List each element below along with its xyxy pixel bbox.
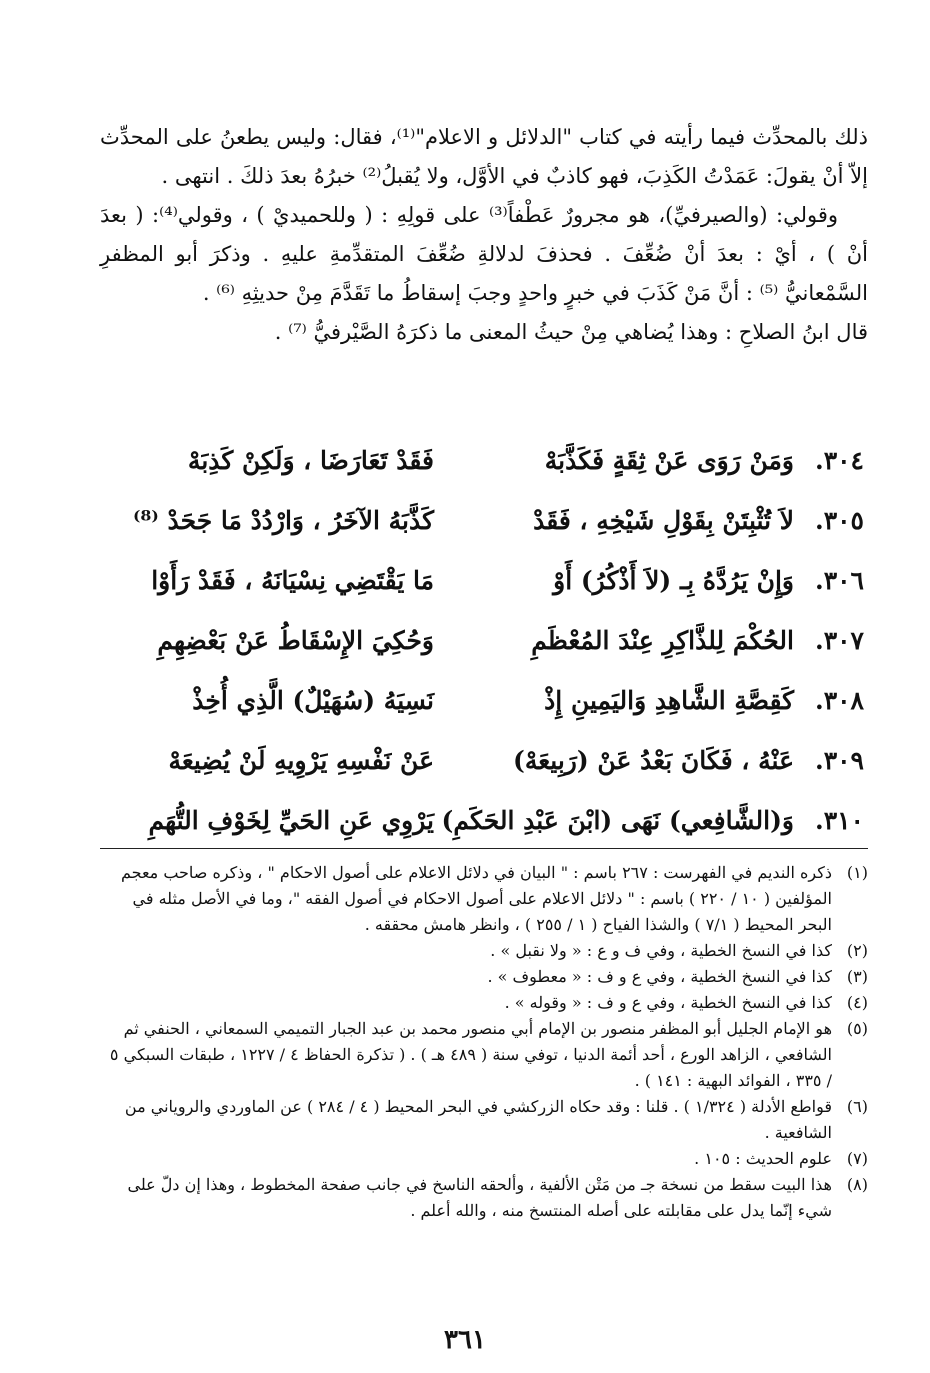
verse-number: ٣٠٥. [814, 505, 864, 535]
footnote-divider [100, 848, 868, 849]
verse-second-hemistich: نَسِيَهُ (سُهَيْلٌ) الَّذِي أُخِذْ [192, 685, 434, 715]
footnote-number: (٦) [846, 1097, 868, 1116]
verse-second-hemistich: يَرْوِي عَنِ الحَيِّ لِخَوْفِ التُّهَمِ [148, 805, 434, 835]
verse-second-hemistich: فَقَدْ تَعَارَضَا ، وَلَكِنْ كَذِبَهْ [187, 445, 434, 475]
verse-number: ٣٠٧. [814, 625, 864, 655]
verse-first-hemistich: لاَ تُثْبِتَنْ بِقَوْلِ شَيْخِهِ ، فَقَدْ [533, 505, 794, 535]
footnote-number: (٥) [846, 1019, 868, 1038]
footnote-text: قواطع الأدلة ( ١/٣٢٤ ) . قلنا : وقد حكاه الزركشي في البحر المحيط ( ٤ / ٢٨٤ ) عن الماوردي والروياني من الشافعية . [124, 1097, 832, 1142]
footnote-text: هو الإمام الجليل أبو المظفر منصور بن الإمام أبي منصور محمد بن عبد الجبار التميمي السمعاني ، الحنفي ثم الشافعي ، الزاهد الورع ، أحد أئمة الدنيا ، توفي سنة ( ٤٨٩ هـ ) . ( تذكرة الحفاظ ٤ / ١٢٢٧ ، طبقات السبكي ٥ / ٣٣٥ ، الفوائد البهية : ١٤١ ) . [109, 1019, 832, 1090]
footnote-text: كذا في النسخ الخطية ، وفي ع و ف : « وقوله » . [504, 993, 832, 1012]
verse-line [100, 670, 868, 730]
footnote-number: (٤) [846, 993, 868, 1012]
footnote [100, 1172, 868, 1224]
verse-second-hemistich: مَا يَقْتَضِي نِسْيَانَهُ ، فَقَدْ رَأَوْا [151, 565, 434, 595]
verse-line [100, 550, 868, 610]
footnote-text: علوم الحديث : ١٠٥ . [694, 1149, 832, 1168]
verse-number: ٣٠٩. [814, 745, 864, 775]
footnote [100, 938, 868, 964]
verse-number: ٣٠٤. [814, 445, 864, 475]
verse-line [100, 730, 868, 790]
verse-first-hemistich: وَمَنْ رَوَى عَنْ ثِقَةٍ فَكَذَّبَهْ [544, 445, 794, 475]
verse-line [100, 610, 868, 670]
verse-line [100, 430, 868, 490]
footnote-text: هذا البيت سقط من نسخة جـ من مَتْن الألفية ، وألحقه الناسخ في جانب صفحة المخطوط ، وهذا إن دلّ على شيء إنّما يدل على مقابلته على أصله المنتسخ منه ، والله أعلم . [127, 1175, 832, 1220]
footnote-number: (٣) [846, 967, 868, 986]
commentary-paragraph: ذلك بالمحدِّث فيما رأيته في كتاب "الدلائل و الاعلام"⁽¹⁾، فقال: وليس يطعنُ على المحدِّث إلاّ أنْ يقولَ: عَمَدْتُ الكَذِبَ، فهو كاذبٌ في الأوَّل، ولا يُقبلُ⁽²⁾ خبرُهُ بعدَ ذلكَ . انتهى . [100, 125, 868, 188]
verse-line [100, 490, 868, 550]
commentary-paragraph: وقولي: (والصيرفيِّ)، هو مجرورٌ عَطْفاً⁽³⁾ على قولِهِ : ( وللحميديْ ) ، وقولي⁽⁴⁾: ( بعدَ أنْ ) ، أيْ : بعدَ أنْ ضُعِّفَ . فحذفَ لدلالةِ ضُعِّفَ المتقدِّمةِ عليهِ . وذكرَ أبو المظفرِ السَّمْعانيُّ ⁽⁵⁾ : أنَّ مَنْ كَذَبَ في خبرٍ واحدٍ وجبَ إسقاطُ ما تَقَدَّمَ مِنْ حديثِهِ ⁽⁶⁾ . [100, 203, 868, 305]
footnote-text: كذا في النسخ الخطية ، وفي ع و ف : « معطوف » . [487, 967, 832, 986]
footnote [100, 990, 868, 1016]
verse-first-hemistich: وَإِنْ يَرُدَّهُ بِـ (لاَ أَذْكُرُ) أَوْ [553, 565, 794, 595]
footnote [100, 1094, 868, 1146]
footnote-text: كذا في النسخ الخطية ، وفي ف و ع : « ولا نقبل » . [490, 941, 832, 960]
verse-first-hemistich: الحُكْمَ لِلذَّاكِرِ عِنْدَ المُعْظَمِ [531, 625, 794, 655]
verse-number: ٣٠٦. [814, 565, 864, 595]
page-number: ٣٦١ [444, 1325, 486, 1355]
footnote [100, 1146, 868, 1172]
commentary-paragraph: قال ابنُ الصلاحِ : وهذا يُضاهي مِنْ حيثُ المعنى ما ذكرَهُ الصَّيْرفيُّ ⁽⁷⁾ . [274, 320, 868, 344]
footnote-text: ذكره النديم في الفهرست : ٢٦٧ باسم : " البيان في دلائل الاعلام على أصول الاحكام " ، وذكره صاحب معجم المؤلفين ( ١٠ / ٢٢٠ ) باسم : " دلائل الاعلام على أصول الاحكام في أصول الفقه "، وما في الأصل مثله في البحر المحيط ( ٧/١ ) والشذا الفياح ( ١ / ٢٥٥ ) ، وانظر هامش محققه . [120, 863, 832, 934]
verse-first-hemistich: وَ(الشَّافِعي) نَهَى (ابْنَ عَبْدِ الحَكَمِ) [441, 805, 794, 835]
verse-first-hemistich: كَقِصَّةِ الشَّاهِدِ وَاليَمِينِ إِذْ [544, 685, 794, 715]
poem-verses [100, 430, 868, 850]
footnote [100, 860, 868, 938]
verse-number: ٣١٠. [814, 805, 864, 835]
verse-number: ٣٠٨. [814, 685, 864, 715]
commentary-text [100, 118, 868, 352]
footnote-number: (٨) [846, 1175, 868, 1194]
verse-second-hemistich: كَذَّبَهُ الآخَرُ ، وَارْدُدْ مَا جَحَدْ ⁽⁸⁾ [132, 505, 434, 535]
verse-first-hemistich: عَنْهُ ، فَكَانَ بَعْدُ عَنْ (رَبِيعَهْ) [513, 745, 794, 775]
footnote-number: (١) [846, 863, 868, 882]
verse-line [100, 790, 868, 850]
footnote [100, 1016, 868, 1094]
verse-second-hemistich: وَحُكِيَ الإِسْقَاطُ عَنْ بَعْضِهِمِ [157, 625, 434, 655]
footnote-number: (٧) [846, 1149, 868, 1168]
verse-second-hemistich: عَنْ نَفْسِهِ يَرْوِيهِ لَنْ يُضِيعَهْ [168, 745, 434, 775]
footnote [100, 964, 868, 990]
footnotes [100, 860, 868, 1224]
footnote-number: (٢) [846, 941, 868, 960]
